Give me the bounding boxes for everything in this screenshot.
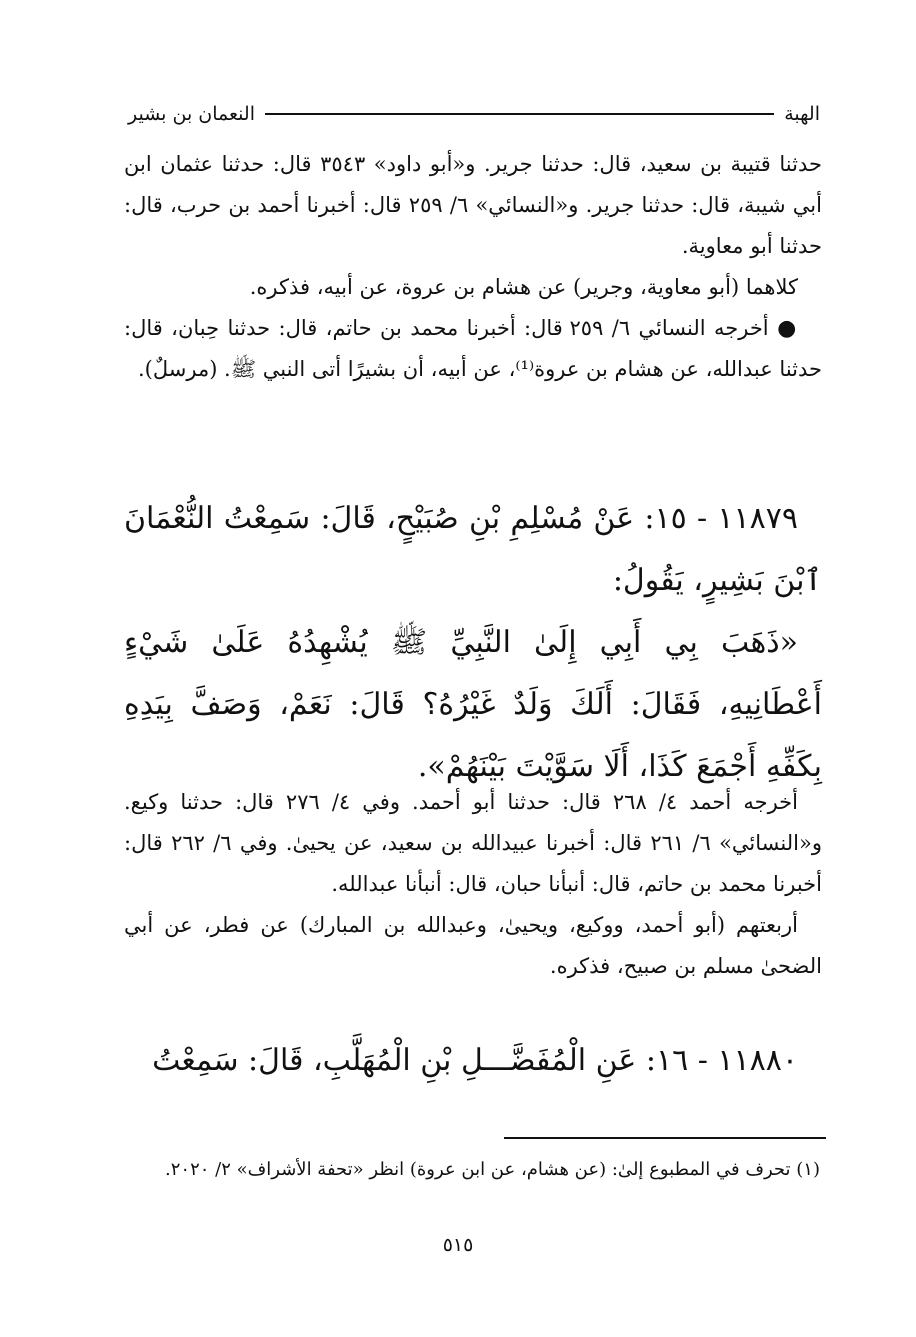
running-header	[128, 96, 820, 132]
hadith-11879-intro: ١١٨٧٩ - ١٥: عَنْ مُسْلِمِ بْنِ صُبَيْحٍ، قَالَ: سَمِعْتُ النُّعْمَانَ ٱبْنَ بَشِيرٍ، يَقُولُ:	[124, 501, 822, 598]
bullet-icon: ●	[777, 316, 798, 341]
page-number: ٥١٥	[442, 1234, 474, 1256]
header-rule	[265, 113, 774, 115]
paragraph-chain-1: حدثنا قتيبة بن سعيد، قال: حدثنا جرير. و«أبو داود» ٣٥٤٣ قال: حدثنا عثمان ابن أبي شيبة، قال: حدثنا جرير. و«النسائي» ٦/ ٢٥٩ قال: أخبرنا أحمد بن حرب، قال: حدثنا أبو معاوية.	[124, 152, 822, 258]
footnotes	[96, 1152, 820, 1188]
hadith-11880	[124, 1030, 822, 1092]
paragraph-takhrij-2: أربعتهم (أبو أحمد، ووكيع، ويحيىٰ، وعبدالله بن المبارك) عن فطر، عن أبي الضحىٰ مسلم بن صبيح، فذكره.	[124, 913, 822, 978]
paragraph-chain-3-text: أخرجه النسائي ٦/ ٢٥٩ قال: أخبرنا محمد بن حاتم، قال: حدثنا حِبان، قال: حدثنا عبدالله، عن هشام بن عروة⁽¹⁾، عن أبيه، أن بشيرًا أتى النبي ﷺ. (مرسلٌ).	[124, 316, 822, 381]
section-title: النعمان بن بشير	[128, 103, 255, 125]
hadith-11879-text: «ذَهَبَ بِي أَبِي إِلَىٰ النَّبِيِّ ﷺ يُشْهِدُهُ عَلَىٰ شَيْءٍ أَعْطَانِيهِ، فَقَالَ: أَلَكَ وَلَدٌ غَيْرُهُ؟ قَالَ: نَعَمْ، وَصَفَّ بِيَدِهِ بِكَفِّهِ أَجْمَعَ كَذَا، أَلَا سَوَّيْتَ بَيْنَهُمْ».	[124, 625, 822, 784]
section-one	[124, 144, 822, 390]
footnote-1: (١) تحرف في المطبوع إلىٰ: (عن هشام، عن ابن عروة) انظر «تحفة الأشراف» ٢/ ٢٠٢٠.	[165, 1159, 820, 1180]
paragraph-chain-2: كلاهما (أبو معاوية، وجرير) عن هشام بن عروة، عن أبيه، فذكره.	[249, 275, 798, 299]
paragraph-chain-3	[124, 308, 822, 390]
hadith-11879	[124, 488, 822, 798]
hadith-11880-intro: ١١٨٨٠ - ١٦: عَنِ الْمُفَضَّـــلِ بْنِ الْمُهَلَّبِ، قَالَ: سَمِعْتُ	[152, 1043, 798, 1078]
footnote-separator	[504, 1137, 826, 1139]
chapter-title: الهبة	[784, 103, 820, 125]
section-two	[124, 782, 822, 987]
paragraph-takhrij-1: أخرجه أحمد ٤/ ٢٦٨ قال: حدثنا أبو أحمد. وفي ٤/ ٢٧٦ قال: حدثنا وكيع. و«النسائي» ٦/ ٢٦١ قال: أخبرنا عبيدالله بن سعيد، عن يحيىٰ. وفي ٦/ ٢٦٢ قال: أخبرنا محمد بن حاتم، قال: أنبأنا حبان، قال: أنبأنا عبدالله.	[124, 790, 822, 896]
